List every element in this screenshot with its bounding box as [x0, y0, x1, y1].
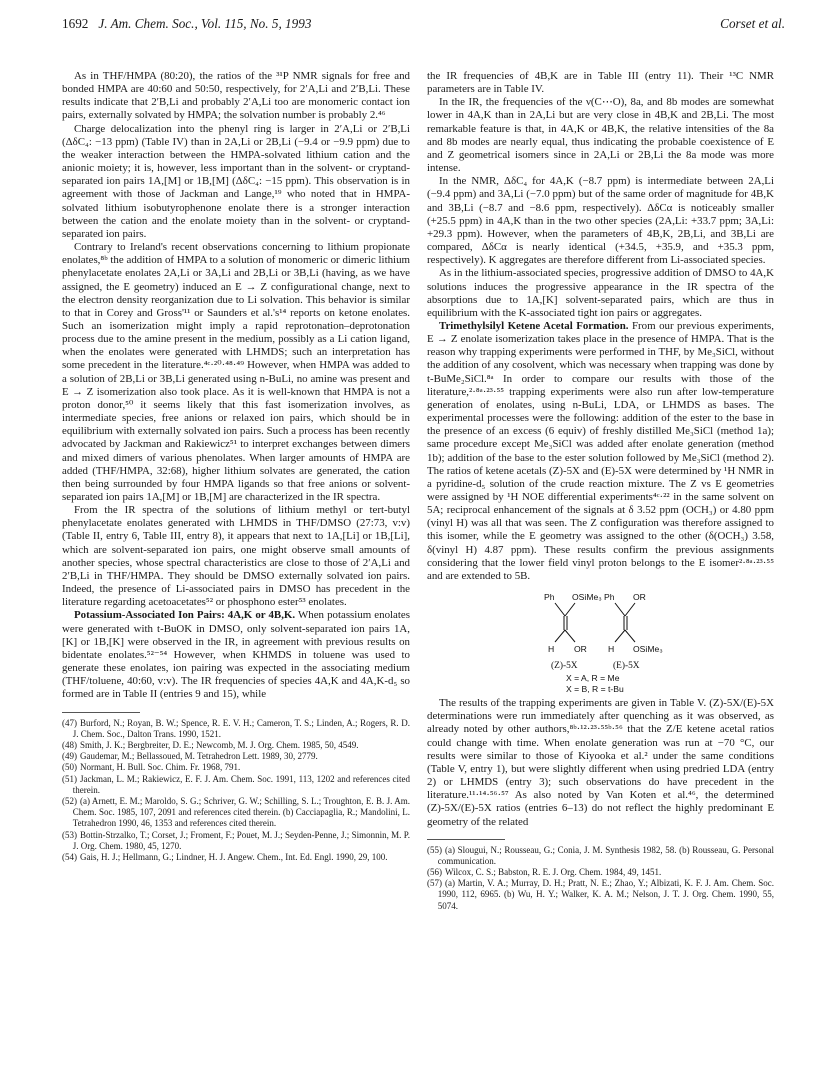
paragraph: The results of the trapping experiments are given in Table V. (Z)-5X/(E)-5X determinations were run immediately after quenching as it was observed, as already noted by other authors,⁸ᵇ·¹²·²³·⁵⁵ᵇ·⁵⁶ that the Z/E ketene acetal ratios could change with time. When enolate generation was run at −70 °C, our results were similar to those of Kiyooka et al.² under the same conditions (Table V, entry 1), but were slightly different when using predried LDA (entry 2) or LHMDS (entry 3); such observations do have precedent in the literature.¹¹·¹⁴·⁵⁶·⁵⁷ As also noted by Van Koten et al.⁴⁶, the determined (Z)-5X/(E)-5X ratios (entries 6–13) do not reflect the highly predominant E geometry of the related — [427, 697, 774, 828]
paragraph: As in the lithium-associated species, progressive addition of DMSO to 4A,K solutions induces the progressive appearance in the IR spectra of the absorptions due to 1A,[K] solvent-separated pairs, which are thus in equilibrium with the K-associated tight ion pairs or aggregates. — [427, 267, 774, 319]
z-bottom-substituent: OR — [574, 644, 587, 655]
footnote: (49) Gaudemar, M.; Bellassoued, M. Tetrahedron Lett. 1989, 30, 2779. — [62, 751, 318, 762]
paragraph: As in THF/HMPA (80:20), the ratios of the ³¹P NMR signals for free and bonded HMPA are 40:60 and 50:50, respectively, for 2′A,Li and 2′B,Li. These results indicate that 2′B,Li and probably 2′A,Li too are monomeric contact ion pairs, externally solvated by HMPA; the solvation number is probably 2.⁴⁶ — [62, 70, 410, 122]
bond — [625, 603, 635, 616]
journal-citation: J. Am. Chem. Soc., Vol. 115, No. 5, 1993 — [98, 16, 312, 31]
bond — [615, 630, 625, 642]
footnote: (48) Smith, J. K.; Bergbreiter, D. E.; Newcomb, M. J. Org. Chem. 1985, 50, 4549. — [62, 739, 359, 750]
z-caption: (Z)-5X — [551, 661, 578, 672]
page-number: 1692 — [62, 16, 89, 31]
footnote: (53) Bottin-Strzalko, T.; Corset, J.; Froment, F.; Pouet, M. J.; Seyden-Penne, J.; Simonnin, M. P. J. Org. Chem. 1980, 45, 1270. — [62, 829, 410, 851]
bond — [565, 630, 575, 642]
bond — [615, 603, 625, 616]
section-heading: Trimethylsilyl Ketene Acetal Formation. — [438, 319, 629, 332]
section-text: When potassium enolates were generated with t-BuOK in DMSO, only solvent-separated ion pairs 1A,[K] or 1B,[K] were observed in the IR, in agreement with previous results on bidentate enolates.⁵²⁻⁵⁴ However, when KHMDS in toluene was used to generate these enolates, ion pairing was expected in the associating medium (THF/toluene, 40:60, v:v). The IR frequencies of species 4A,K and 4A,K-d₅ so formed are in Table II (entries 9 and 15), while — [62, 609, 410, 701]
running-header — [62, 16, 785, 38]
footnote: (57) (a) Martin, V. A.; Murray, D. H.; Pratt, N. E.; Zhao, Y.; Albizati, K. F. J. Am. Chem. Soc. 1990, 112, 6965. (b) Wu, H. Y.; Walker, K. A. M.; Nelson, J. T. J. Org. Chem. 1990, 55, 5074. — [427, 878, 774, 911]
e-isomer-structure — [604, 592, 663, 671]
bond — [555, 630, 565, 642]
footnote-divider — [62, 712, 140, 713]
z-h-label: H — [548, 644, 555, 655]
footnote: (51) Jackman, L. M.; Rakiewicz, E. F. J. Am. Chem. Soc. 1991, 113, 1202 and references cited therein. — [62, 773, 410, 795]
e-caption: (E)-5X — [613, 661, 640, 672]
left-column — [62, 70, 410, 863]
footnote: (47) Burford, N.; Royan, B. W.; Spence, R. E. V. H.; Cameron, T. S.; Linden, A.; Rogers, R. D. J. Chem. Soc., Dalton Trans. 1990, 1521. — [62, 717, 410, 739]
e-ph-label: Ph — [604, 592, 615, 603]
bond — [565, 603, 575, 616]
section-paragraph — [427, 320, 774, 583]
footnote-divider — [427, 839, 505, 840]
paragraph: the IR frequencies of 4B,K are in Table III (entry 11). Their ¹³C NMR parameters are in Table IV. — [427, 70, 774, 96]
z-isomer-structure — [544, 592, 602, 671]
paragraph: In the NMR, ΔδC₄ for 4A,K (−8.7 ppm) is intermediate between 2A,Li (−9.4 ppm) and 3A,Li (−7.0 ppm) but of the same order of magnitude for 4B,K and 3B,Li (−8.7 and −8.6 ppm, respectively). ΔδCα is noticeably smaller (+25.5 ppm) in 4A,K than in the two other species (2A,Li: +33.7 ppm; 3A,Li: +29.3 ppm). However, when the parameters of 4B,K, 2B,Li, and 3B,Li are compared, ΔδCα is nearly identical (+34.5, +35.9, and +35.3 ppm, respectively). K aggregates are therefore different from Li-associated species. — [427, 175, 774, 267]
e-top-substituent: OR — [633, 592, 646, 603]
e-bottom-substituent: OSiMe₃ — [633, 644, 663, 655]
footnote: (55) (a) Slougui, N.; Rousseau, G.; Conia, J. M. Synthesis 1982, 58. (b) Rousseau, G. Personal communication. — [427, 844, 774, 866]
section-text: From our previous experiments, E → Z enolate isomerization takes place in the presence of HMPA. That is the reason why trapping experiments were performed in THF, by Me₃SiCl, without the addition of any cosolvent, which was necessary when trapping was done by t-BuMe₂SiCl.⁸ᵃ In order to compare our results with those of the literature,²·⁸ᵃ·²³·⁵⁵ trapping experiments were also run after low-temperature generation of enolates, using n-BuLi, LDA, or LHMDS as bases. The experimental processes were the following: addition of the ester to the base in the presence of an excess (6 equiv) of freshly distilled Me₃SiCl (method 1a); same procedure except Me₃SiCl was added after enolate generation (method 1b); addition of the base to the ester solution followed by Me₃SiCl (method 2). The ratios of ketene acetals (Z)-5X and (E)-5X were determined by ¹H NMR in a pyridine-d₅ solution of the crude reaction mixture. The Z vs E geometries were assigned by ¹H NOE differential experiments⁴ᶜ·²² in the same solvent on 5A; reciprocal enhancement of the signals at δ 3.52 ppm (OCH₃) or 4.80 ppm (vinyl H) was all that was seen. The Z configuration was therefore assigned to this isomer, while the E geometry was assigned to the other (δ(OCH₃) 3.58, δ(vinyl H) 4.87 ppm). These results confirm the previous assignments considering that the lower field vinyl proton belongs to the E isomer²·⁸ᵃ·²³·⁵⁵ and are extended to 5B. — [427, 319, 774, 582]
e-h-label: H — [608, 644, 615, 655]
paragraph: Contrary to Ireland's recent observations concerning to lithium propionate enolates,⁸ᵇ the addition of HMPA to a solution of monomeric or dimeric lithium phenylacetate enolates 2A,Li or 3A,Li and 2B,Li or 3B,Li (having, as we have assigned, the E geometry) induced an E → Z configurational change, next to the electron density reorganization due to Li solvation. This behavior is similar to that in Corey and Gross'¹¹ or Saunders et al.'s¹⁴ reports on ketone enolates. Such an isomerization might imply a rapid reprotonation–deprotonation process due to the amine present in the medium, possibly as a Li cation ligand, when the enolates were generated with LHMDS; such an interpretation has some precedent in the literature.⁴ᶜ·²⁰·⁴⁸·⁴⁹ However, when HMPA was added to a solution of 2B,Li or 3B,Li generated using n-BuLi, no amine was present and E → Z isomerization also took place. As it is well-known that HMPA is not a proton donor,⁵⁰ it seems likely that this fast isomerization involves, as intermediate species, free anions or relaxed ion pairs, which should be in equilibrium with externally solvated ion pairs. Such a process has been recently advocated by Jackman and Rakiewicz⁵¹ to interpret exchanges between dimers and mixed dimers of various phenolates. When larger amounts of HMPA are added (THF/HMPA, 32:68), higher lithium solvates are generated, the cation then being surrounded by four HMPA ligands so that free anions or solvent-separated ion pairs 1A,[M] or 1B,[M] are characterized in the IR spectra. — [62, 241, 410, 503]
bond — [625, 630, 635, 642]
bond — [555, 603, 565, 616]
paragraph: From the IR spectra of the solutions of lithium methyl or tert-butyl phenylacetate enolates generated with LHMDS in THF/DMSO (27:73, v:v) (Table II, entry 6, Table III, entry 8), it appears that next to 1A,[Li] or 1B,[Li], which are solvent-separated ion pairs, one might observe small amounts of another species, whose spectral characteristics are close to those of 2′A,Li and 2′B,Li in THF/HMPA. They should be DMSO externally solvated ion pairs. Indeed, the presence of Li-associated pairs in DMSO has precedent in the literature regarding acetoacetates⁵² or phosphono ester⁵³ enolates. — [62, 504, 410, 609]
z-ph-label: Ph — [544, 592, 555, 603]
header-left — [62, 16, 311, 32]
ketene-acetal-scheme — [427, 589, 774, 693]
scheme-definition-a: X = A, R = Me — [566, 673, 620, 684]
scheme-definition-b: X = B, R = t-Bu — [566, 684, 624, 694]
scheme-structures — [427, 589, 774, 693]
paragraph: Charge delocalization into the phenyl ring is larger in 2′A,Li or 2′B,Li (ΔδC₄: −13 ppm) (Table IV) than in 2A,Li or 2B,Li (−9.4 or −9.9 ppm) due to the weaker interaction between the HMPA-solvated lithium cation and the anionic moiety; it is, however, less important than in the solvent- or cryptand-separated ion pairs 1A,[M] or 1B,[M] (ΔδC₄: −15 ppm). This observation is in agreement with those of Jackman and Lange,¹⁹ who noted that in HMPA-solvated lithium isobutyrophenone enolate there is a stronger interaction between the cation and the enolate moiety than in the solvent- or cryptand-separated ion pairs. — [62, 122, 410, 240]
right-column — [427, 70, 774, 912]
footnotes-right — [427, 845, 774, 912]
footnote: (56) Wilcox, C. S.; Babston, R. E. J. Org. Chem. 1984, 49, 1451. — [427, 867, 662, 878]
z-top-substituent: OSiMe₃ — [572, 592, 602, 603]
footnote: (54) Gais, H. J.; Hellmann, G.; Lindner, H. J. Angew. Chem., Int. Ed. Engl. 1990, 29, 100. — [62, 851, 388, 862]
section-heading: Potassium-Associated Ion Pairs: 4A,K or 4B,K. — [73, 609, 296, 622]
paragraph: In the IR, the frequencies of the ν(C⋯O), 8a, and 8b modes are somewhat lower in 4A,K than in 2A,Li but are very close in 4B,K and 2B,Li. The most remarkable feature is that, in 4A,K or 4B,K, the relative intensities of the 8a and 8b modes are nearly equal, thus indicating the probable coexistence of E and Z geometrical isomers since in 2A,Li or 2B,Li the 8a mode was more intense. — [427, 96, 774, 175]
footnote: (50) Normant, H. Bull. Soc. Chim. Fr. 1968, 791. — [62, 762, 241, 773]
header-authors: Corset et al. — [720, 16, 785, 31]
section-paragraph — [62, 609, 410, 701]
footnote: (52) (a) Arnett, E. M.; Maroldo, S. G.; Schriver, G. W.; Schilling, S. L.; Troughton, E. B. J. Am. Chem. Soc. 1985, 107, 2091 and references cited therein. (b) Cacciapaglia, R.; Mandolini, L. Tetrahedron 1990, 46, 1353 and references cited therein. — [62, 795, 410, 829]
footnotes-left — [62, 718, 410, 864]
